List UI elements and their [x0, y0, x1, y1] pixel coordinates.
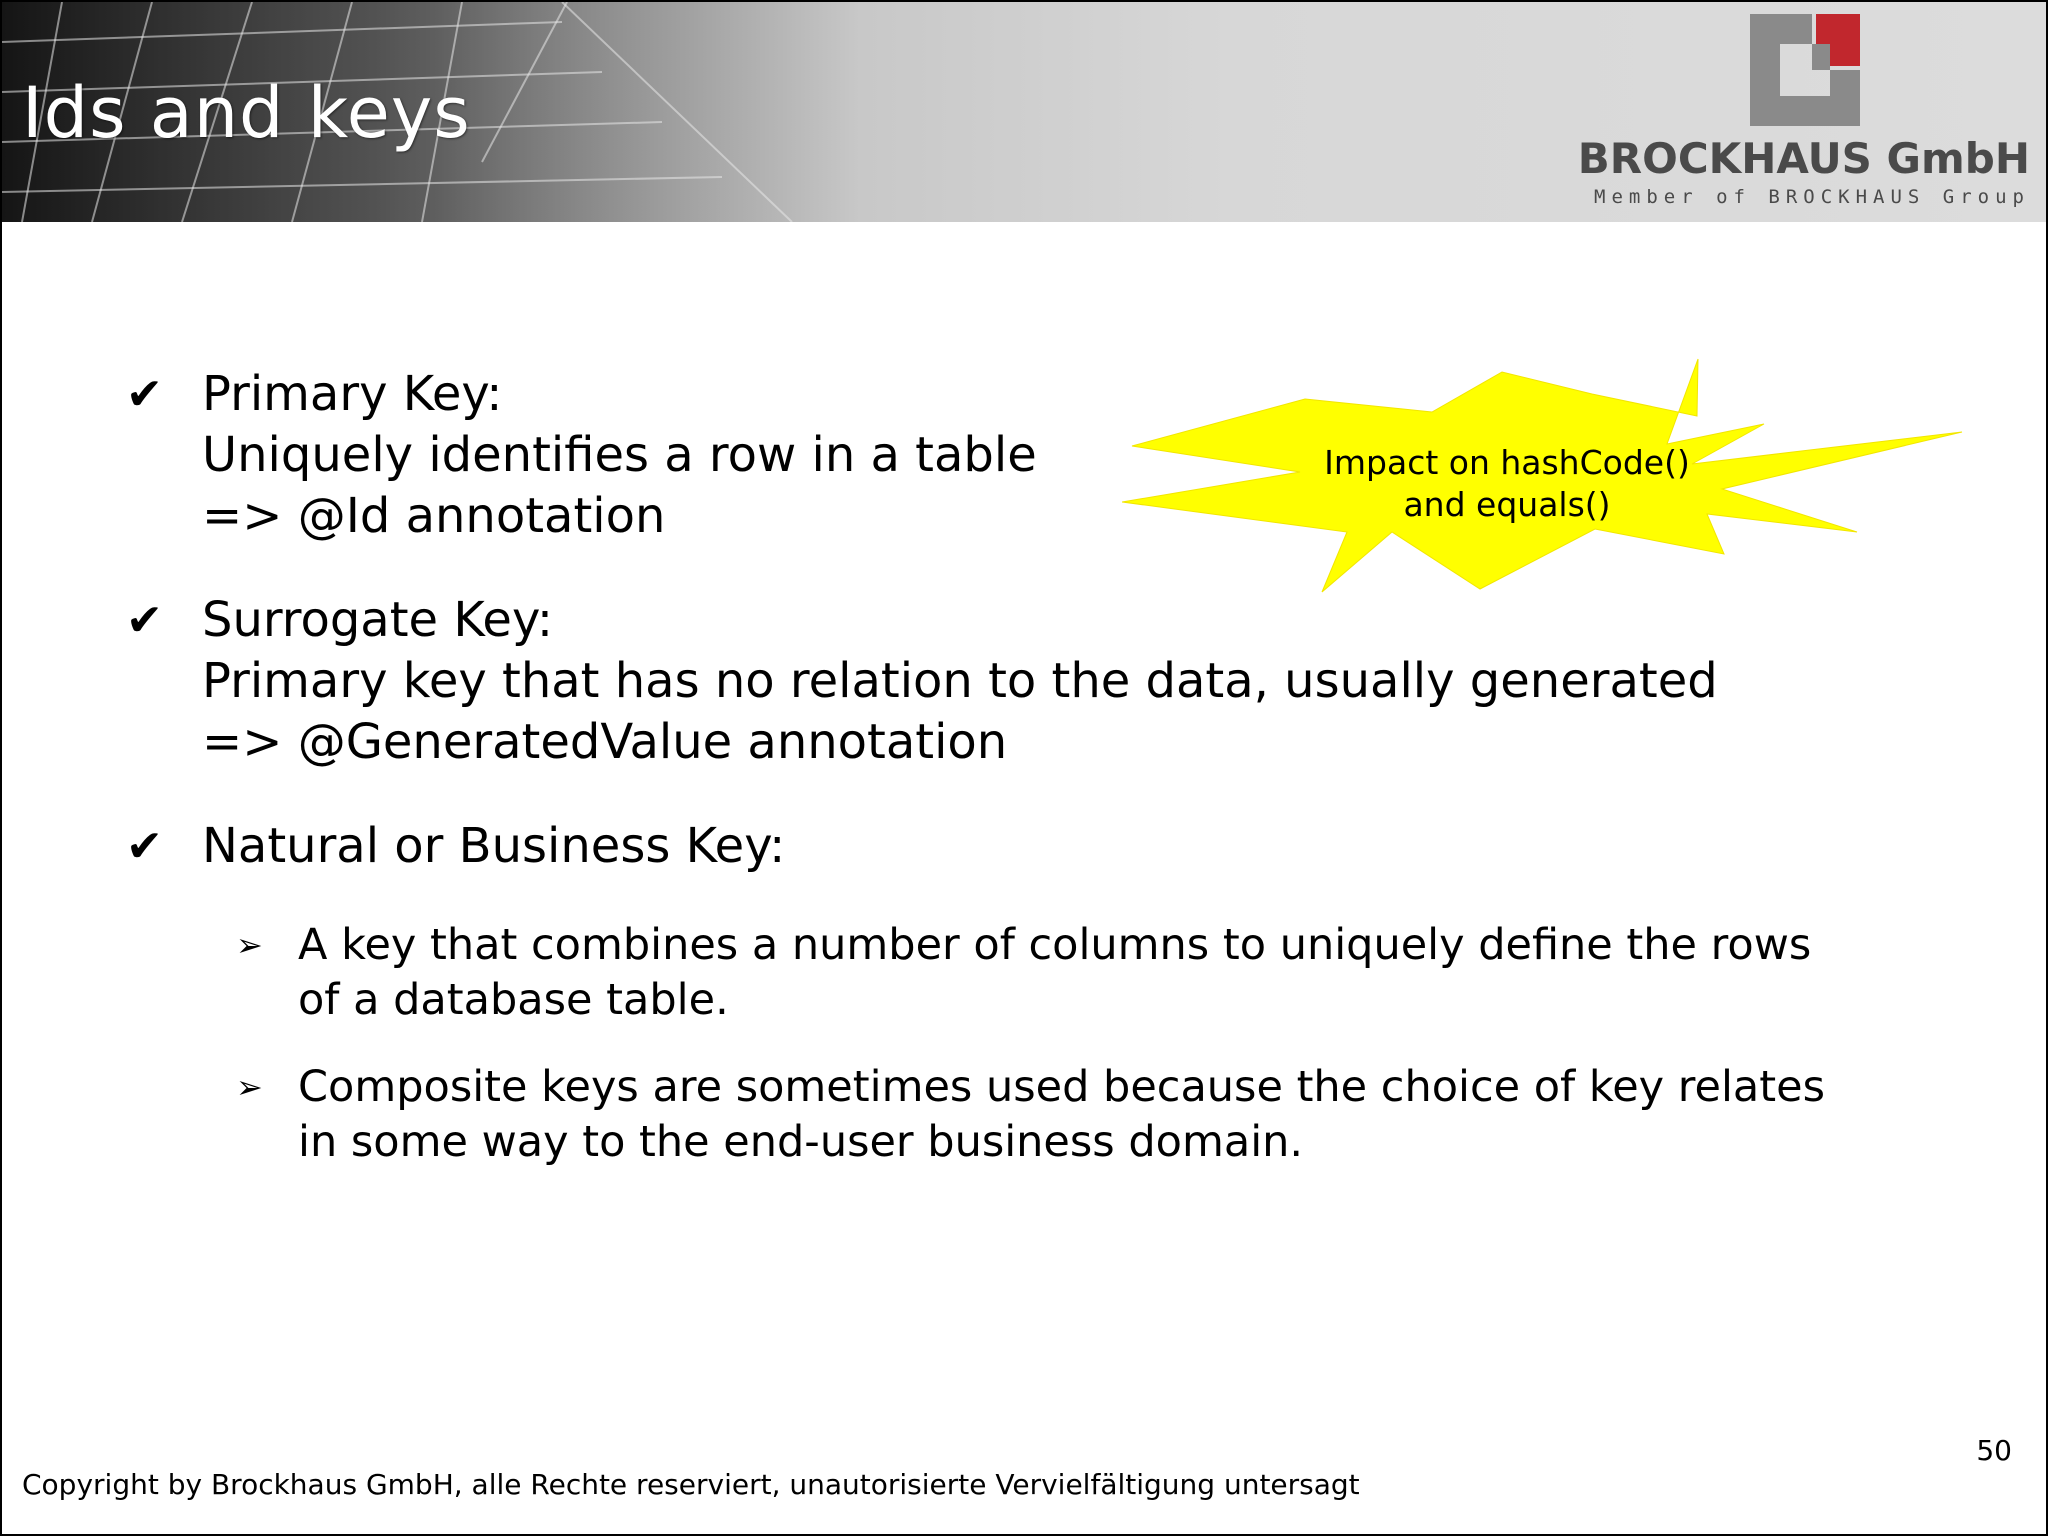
bullet-line: Primary Key:	[202, 366, 503, 422]
checkmark-icon: ✔	[126, 821, 163, 872]
callout-line: Impact on hashCode()	[1324, 443, 1690, 482]
bullet-line: => @GeneratedValue annotation	[202, 714, 1008, 770]
sub-bullet-line: Composite keys are sometimes used because the choice of key relates	[298, 1062, 1825, 1112]
header-banner	[2, 2, 2046, 222]
arrowhead-icon: ➢	[236, 926, 263, 964]
callout-text	[1292, 442, 1722, 526]
bullet-line: Surrogate Key:	[202, 592, 554, 648]
brand-name: BROCKHAUS GmbH	[1577, 134, 2030, 183]
bullet-line: => @Id annotation	[202, 488, 666, 544]
bullet-line: Uniquely identifies a row in a table	[202, 427, 1037, 483]
checkmark-icon: ✔	[126, 595, 163, 646]
copyright-notice: Copyright by Brockhaus GmbH, alle Rechte reserviert, unautorisierte Vervielfältigung untersagt	[22, 1468, 1360, 1501]
brockhaus-logo-icon	[1750, 14, 1860, 126]
slide-title: Ids and keys	[22, 72, 471, 154]
sub-bullet-line: of a database table.	[298, 975, 729, 1025]
brand-subtitle: Member of BROCKHAUS Group	[1594, 186, 2030, 208]
arrowhead-icon: ➢	[236, 1068, 263, 1106]
checkmark-icon: ✔	[126, 369, 163, 420]
bullet-line: Primary key that has no relation to the data, usually generated	[202, 653, 1718, 709]
sub-bullet-line: A key that combines a number of columns to uniquely define the rows	[298, 920, 1812, 970]
sub-bullet-line: in some way to the end-user business domain.	[298, 1117, 1304, 1167]
bullet-line: Natural or Business Key:	[202, 818, 786, 874]
page-number: 50	[1976, 1434, 2012, 1467]
callout-line: and equals()	[1403, 485, 1611, 524]
